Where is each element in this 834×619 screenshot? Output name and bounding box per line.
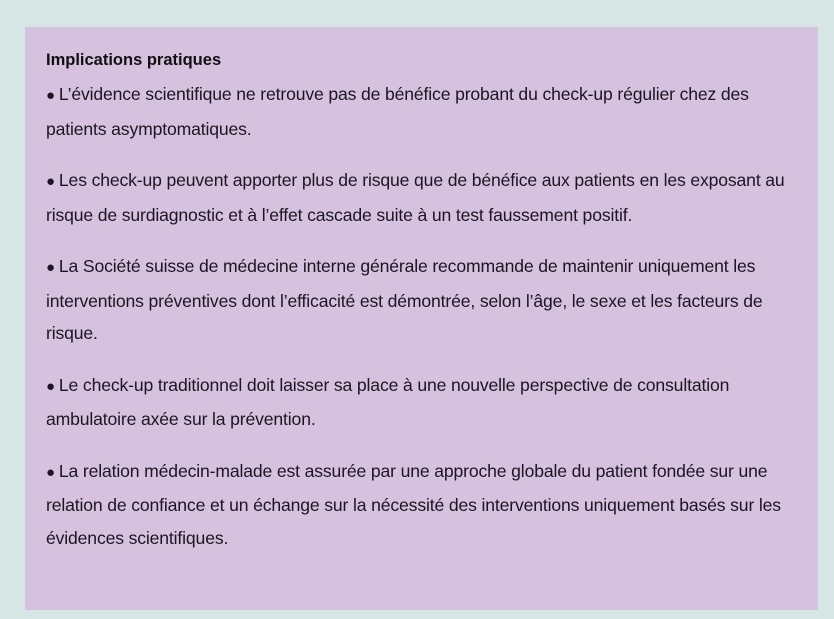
bullet-icon: ● [46,463,55,481]
bullet-icon: ● [46,87,55,104]
bullet-item-2 [46,164,798,231]
bullet-list [46,78,798,554]
bullet-item-3 [46,250,798,350]
bullet-icon: ● [46,173,55,190]
bullet-item-4 [46,369,798,436]
implications-panel [25,27,818,610]
bullet-text-5: La relation médecin-malade est assurée par une approche globale du patient fondée sur une relation de confiance et un échange sur la nécessité des interventions uniquement basés sur les évidences scientifiques. [46,460,781,548]
bullet-icon: ● [46,259,55,276]
bullet-text-3: La Société suisse de médecine interne générale recommande de maintenir uniquement les interventions préventives dont l’efficacité est démontrée, selon l’âge, le sexe et les facteurs de risque. [46,256,763,343]
panel-title: Implications pratiques [46,51,222,69]
bullet-text-2: Les check-up peuvent apporter plus de risque que de bénéfice aux patients en les exposant au risque de surdiagnostic et à l’effet cascade suite à un test faussement positif. [46,170,785,225]
bullet-item-1 [46,78,798,145]
bullet-icon: ● [46,377,55,395]
bullet-text-1: L’évidence scientifique ne retrouve pas de bénéfice probant du check-up régulier chez des patients asymptomatiques. [46,84,749,139]
bullet-item-5 [46,455,798,555]
bullet-text-4: Le check-up traditionnel doit laisser sa place à une nouvelle perspective de consultation ambulatoire axée sur la prévention. [46,374,730,429]
